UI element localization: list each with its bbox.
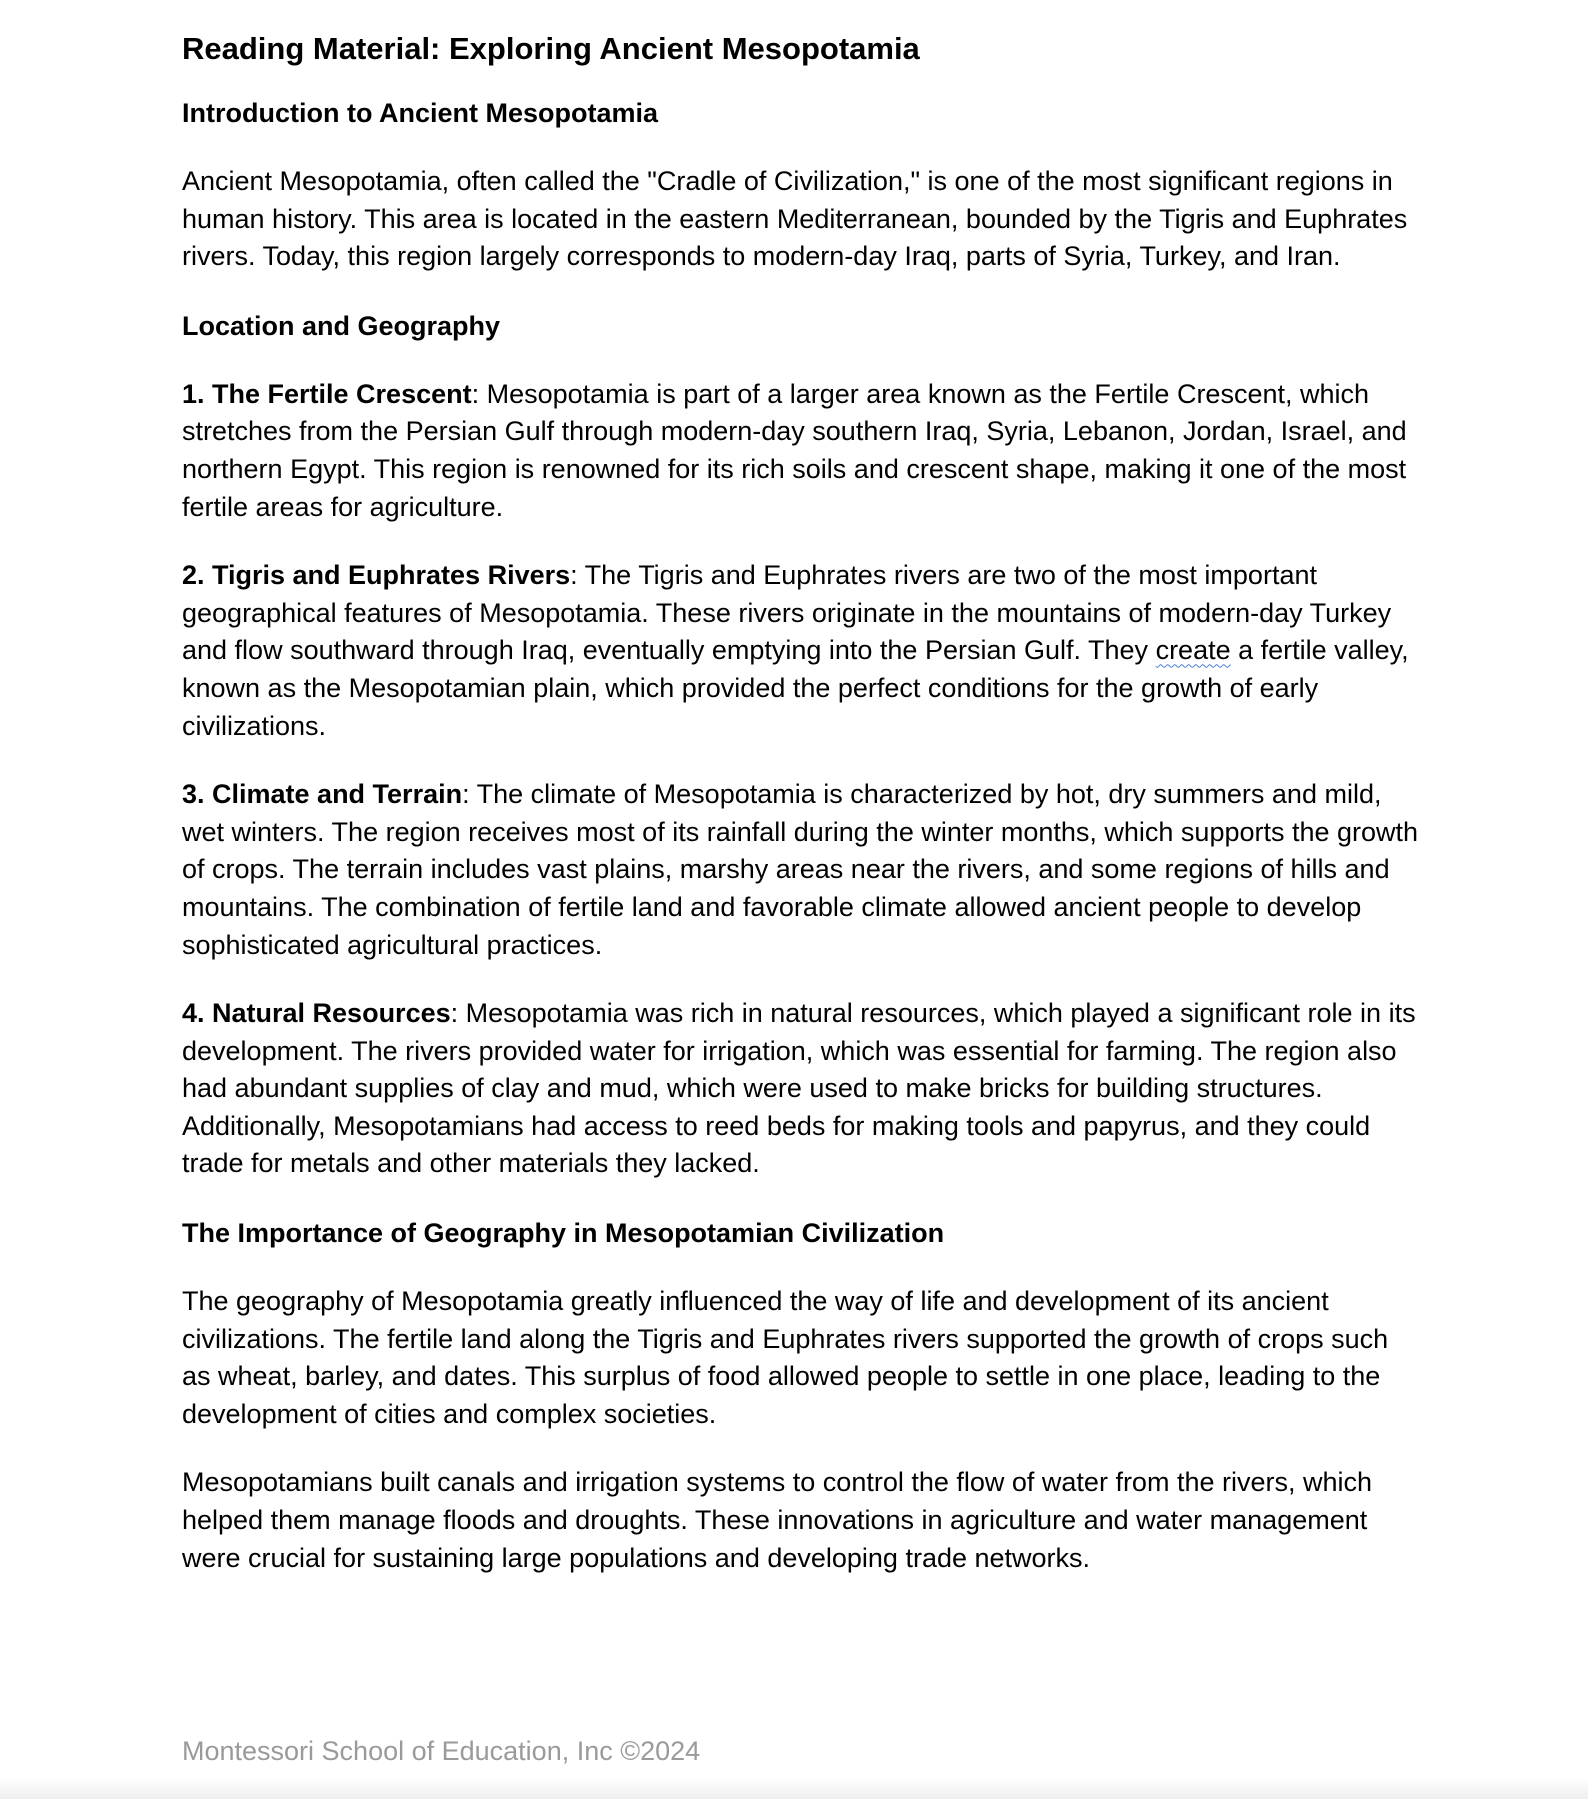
section-heading-location: Location and Geography <box>182 310 501 341</box>
list-item-rivers <box>182 557 1422 745</box>
item-text: : Mesopotamia is part of a larger area known as the Fertile Crescent, which stretches from the Persian Gulf through modern-day southern Iraq, Syria, Lebanon, Jordan, Israel, and northern Egypt. This region is renowned for its rich soils and crescent shape, making it one of the most fertile areas for agriculture. <box>182 378 1407 522</box>
item-text: a fertile valley, known as the Mesopotamian plain, which provided the perfect conditions for the growth of early civilizations. <box>182 635 1409 741</box>
item-lead: 4. Natural Resources <box>182 998 451 1029</box>
page-bottom-edge <box>0 1777 1588 1799</box>
document-body <box>182 26 1422 1608</box>
item-lead: 3. Climate and Terrain <box>182 779 463 810</box>
list-item-resources <box>182 995 1422 1183</box>
footer-copyright: Montessori School of Education, Inc ©2024 <box>182 1736 701 1766</box>
spellcheck-flagged-word[interactable]: create <box>1155 635 1231 666</box>
section-heading-importance: The Importance of Geography in Mesopotamian Civilization <box>182 1218 945 1249</box>
intro-paragraph: Ancient Mesopotamia, often called the "Cradle of Civilization," is one of the most significant regions in human history. This area is located in the eastern Mediterranean, bounded by the Tigris and Euphrates rivers. Today, this region largely corresponds to modern-day Iraq, parts of Syria, Turkey, and Iran. <box>182 166 1408 272</box>
item-text: : The Tigris and Euphrates rivers are two of the most important geographical features of Mesopotamia. These rivers originate in the mountains of modern-day Turkey and flow southward through Iraq, eventually emptying into the Persian Gulf. They <box>182 560 1392 666</box>
item-lead: 2. Tigris and Euphrates Rivers <box>182 560 571 591</box>
importance-paragraph: Mesopotamians built canals and irrigation systems to control the flow of water from the rivers, which helped them manage floods and droughts. These innovations in agriculture and water management were crucial for sustaining large populations and developing trade networks. <box>182 1467 1373 1573</box>
list-item-fertile-crescent <box>182 376 1422 526</box>
item-text: : Mesopotamia was rich in natural resources, which played a significant role in its development. The rivers provided water for irrigation, which was essential for farming. The region also had abundant supplies of clay and mud, which were used to make bricks for building structures. Additionally, Mesopotamians had access to reed beds for making tools and papyrus, and they could trade for metals and other materials they lacked. <box>182 998 1416 1179</box>
importance-paragraph: The geography of Mesopotamia greatly influenced the way of life and development of its ancient civilizations. The fertile land along the Tigris and Euphrates rivers supported the growth of crops such as wheat, barley, and dates. This surplus of food allowed people to settle in one place, leading to the development of cities and complex societies. <box>182 1286 1389 1429</box>
document-title: Reading Material: Exploring Ancient Mesopotamia <box>182 31 920 66</box>
item-lead: 1. The Fertile Crescent <box>182 378 472 409</box>
section-heading-introduction: Introduction to Ancient Mesopotamia <box>182 98 658 128</box>
item-text: : The climate of Mesopotamia is characterized by hot, dry summers and mild, wet winters. The region receives most of its rainfall during the winter months, which supports the growth of crops. The terrain includes vast plains, marshy areas near the rivers, and some regions of hills and mountains. The combination of fertile land and favorable climate allowed ancient people to develop sophisticated agricultural practices. <box>182 779 1419 960</box>
list-item-climate <box>182 776 1422 964</box>
